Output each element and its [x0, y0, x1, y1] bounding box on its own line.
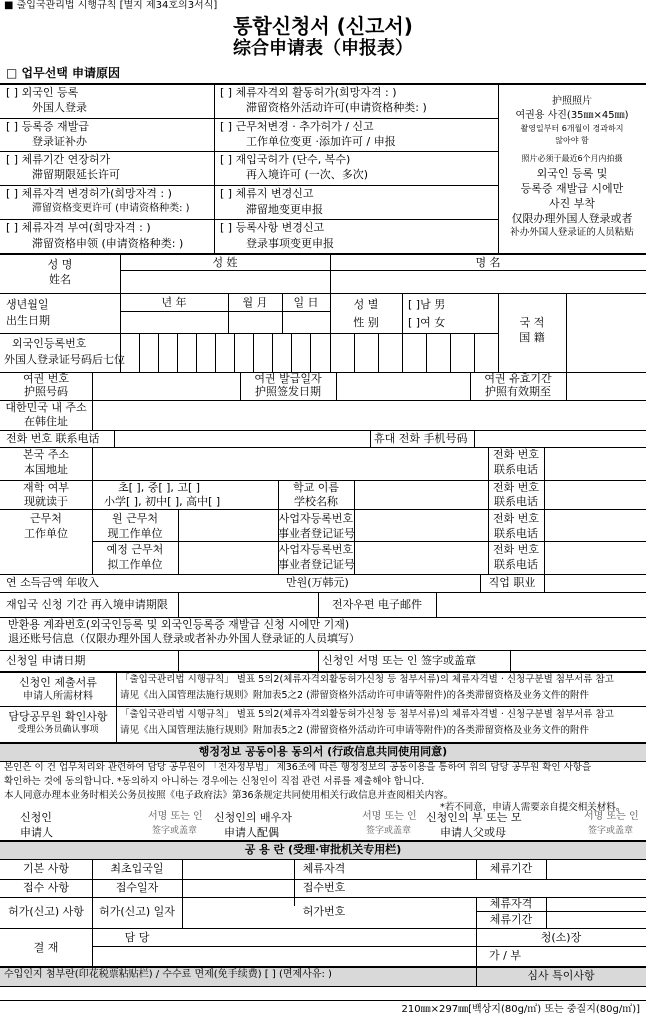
- kr-address-label-zh: 在韩住址: [24, 415, 68, 428]
- official-first-entry: 최초입국일: [110, 862, 164, 875]
- title-korean: 통합신청서 (신고서): [233, 14, 413, 38]
- consent-sign-ko[interactable]: 서명 또는 인: [362, 811, 417, 822]
- income-input[interactable]: [120, 575, 280, 591]
- photo-text: 护照照片: [552, 96, 592, 107]
- paper-size: 210㎜×297㎜[백상지(80g/㎡) 또는 중질지(80g/㎡)]: [401, 1004, 640, 1015]
- select-label-ko: [ ] 근무처변경 · 추가허가 / 신고: [220, 120, 374, 133]
- surname-input[interactable]: [121, 271, 329, 292]
- refund-account-label-ko: 반환용 계좌번호(외국인등록 및 외국인등록증 재발급 신청 시에만 기재): [8, 618, 350, 631]
- new-work-phone-label-ko: 전화 번호: [492, 543, 539, 556]
- consent-parent-zh: 申请人父或母: [440, 826, 506, 839]
- sex-label-ko: 성 별: [353, 298, 379, 311]
- current-work-label-zh: 现工作单位: [107, 527, 163, 540]
- consent-body: 확인하는 것에 동의합니다. *동의하지 아니하는 경우에는 신청인이 직접 관련 서류를 제출해야 합니다.: [4, 776, 425, 787]
- consent-sign-ko[interactable]: 서명 또는 인: [584, 811, 639, 822]
- photo-text: 补办外国人登录证的人员粘贴: [510, 227, 634, 238]
- select-label-ko: [ ] 체류자격 변경허가(희망자격 : ): [6, 187, 172, 200]
- month-label: 월 月: [242, 296, 268, 309]
- given-name-input[interactable]: [331, 271, 645, 292]
- official-officer: 담 당: [124, 931, 150, 944]
- name-label-zh: 姓名: [49, 273, 71, 286]
- photo-text: 외국인 등록 및: [536, 167, 608, 180]
- school-name-label-ko: 학교 이름: [292, 481, 339, 494]
- nationality-input[interactable]: [567, 295, 645, 371]
- photo-text: 촬영일부터 6개월이 경과하지: [520, 124, 624, 133]
- select-label-ko: [ ] 외국인 등록: [6, 86, 79, 99]
- select-label-ko: [ ] 재입국허가 (단수, 복수): [220, 153, 351, 166]
- select-label-ko: [ ] 체류자격외 활동허가(희망자격 : ): [220, 86, 397, 99]
- phone-input[interactable]: [115, 431, 369, 446]
- nationality-label-zh: 国 籍: [519, 331, 545, 344]
- title-chinese: 综合申请表（申报表）: [233, 38, 413, 59]
- home-phone-label-zh: 联系电话: [494, 463, 538, 476]
- new-work-label-zh: 拟工作单位: [107, 558, 163, 571]
- passport-expiry-label-ko: 여권 유효기간: [484, 372, 552, 385]
- male-checkbox[interactable]: [ ]남 男: [408, 298, 446, 311]
- select-label-zh: 外国人登录: [32, 101, 87, 114]
- home-address-label-zh: 本国地址: [24, 463, 68, 476]
- official-receipt: 접수 사항: [22, 881, 69, 894]
- surname-label: 성 姓: [212, 256, 238, 269]
- official-chief: 청(소)장: [540, 931, 582, 944]
- submit-docs-label-zh: 申请人所需材料: [23, 691, 93, 702]
- consent-body-zh: 本人同意办理本业务时相关公务员按照《电子政府法》第36条规定共同使用相关行政信息并查阅相关内容。: [4, 790, 454, 801]
- reentry-period-input[interactable]: [179, 593, 317, 616]
- select-label-ko: [ ] 체류지 변경신고: [220, 187, 314, 200]
- submit-docs-label-ko: 신청인 제출서류: [19, 676, 97, 689]
- passport-issue-input[interactable]: [337, 373, 469, 399]
- consent-sign-zh[interactable]: 签字或盖章: [588, 826, 634, 836]
- official-receipt-date: 접수일자: [115, 881, 159, 894]
- income-label: 연 소득금액 年收入: [6, 576, 100, 589]
- school-label-zh: 现就读于: [24, 495, 68, 508]
- alien-reg-label-zh: 外国人登录证号码后七位: [4, 353, 125, 366]
- photo-text: 등록증 재발급 시에만: [520, 182, 624, 195]
- consent-title: 행정정보 공동이용 동의서 (行政信息共同使用同意): [198, 745, 448, 758]
- apply-date-input[interactable]: [179, 651, 317, 670]
- passport-issue-label-ko: 여권 발급일자: [254, 372, 322, 385]
- submit-docs-text-zh: 请见《出入国管理法施行规则》附加表5之2 (滞留资格外活动许可申请等附件)的各类滞留资格及业务文件的附件: [120, 690, 590, 701]
- kr-address-label-ko: 대한민국 내 주소: [5, 401, 87, 414]
- consent-sign-zh[interactable]: 签字或盖章: [366, 826, 412, 836]
- select-label-zh: 工作单位变更 ·添加许可 / 申报: [246, 135, 396, 148]
- official-receipt-no: 접수번호: [302, 881, 346, 894]
- school-level-options-zh[interactable]: 小学[ ], 初中[ ], 高中[ ]: [104, 495, 221, 508]
- job-input[interactable]: [545, 575, 645, 591]
- official-permit: 허가(신고) 사항: [8, 905, 84, 918]
- consent-note: *若不同意，申请人需要亲自提交相关材料。: [440, 802, 626, 813]
- official-decision: 결 재: [33, 941, 59, 954]
- law-reference: ■ 출입국관리법 시행규칙 [별지 제34호의3서식]: [4, 0, 218, 11]
- official-status-2: 체류자격: [489, 897, 533, 910]
- select-label-zh: 滞留资格申领 (申请资格种类: ): [32, 237, 184, 250]
- name-label-ko: 성 명: [47, 258, 73, 271]
- select-label-ko: [ ] 등록사항 변경신고: [220, 221, 325, 234]
- school-name-label-zh: 学校名称: [294, 495, 338, 508]
- home-address-label-ko: 본국 주소: [22, 448, 69, 461]
- officer-check-text-ko: 「출입국관리법 시행규칙」 별표 5의2(체류자격외활동허가신청 등 첨부서류)의 체류자격별 · 신청구분별 첨부서류 참고: [120, 709, 614, 720]
- workplace-label-ko: 근무처: [30, 512, 62, 525]
- passport-expiry-input[interactable]: [567, 373, 645, 399]
- select-label-zh: 登录证补办: [32, 135, 87, 148]
- refund-account-label-zh: 退还账号信息（仅限办理外国人登录或者补办外国人登录证的人员填写）: [8, 632, 360, 645]
- home-phone-label-ko: 전화 번호: [492, 448, 539, 461]
- consent-spouse-zh: 申请人配偶: [224, 826, 279, 839]
- official-period-2: 체류기간: [489, 913, 533, 926]
- stamp-fee-label: 수입인지 첨부란(印花税票粘贴栏) / 수수료 면제(免手续费) [ ] (면제사유: ): [4, 969, 332, 980]
- mobile-label: 휴대 전화 手机号码: [374, 432, 468, 445]
- new-work-label-ko: 예정 근무처: [106, 543, 164, 556]
- phone-label: 전화 번호 联系电话: [6, 432, 100, 445]
- home-address-input[interactable]: [93, 448, 487, 479]
- special-notes-label: 심사 특이사항: [527, 969, 595, 982]
- official-period: 체류기간: [489, 862, 533, 875]
- mobile-input[interactable]: [475, 431, 645, 446]
- sex-label-zh: 性 别: [353, 316, 379, 329]
- income-unit: 만원(万韩元): [286, 576, 349, 589]
- consent-sign-ko[interactable]: 서명 또는 인: [148, 811, 203, 822]
- section-select-title: □ 업무선택 申请原因: [6, 66, 121, 80]
- school-phone-label-zh: 联系电话: [494, 495, 538, 508]
- photo-text: 照片必须于最近6个月内拍摄: [521, 154, 623, 163]
- official-title: 공 용 란 (受理·审批机关专用栏): [244, 843, 402, 856]
- passport-issue-label-zh: 护照签发日期: [255, 385, 321, 398]
- official-status: 체류자격: [302, 862, 346, 875]
- school-label-ko: 재학 여부: [22, 481, 69, 494]
- photo-text: 사진 부착: [548, 197, 595, 210]
- birth-label-zh: 出生日期: [6, 314, 50, 327]
- school-phone-label-ko: 전화 번호: [492, 481, 539, 494]
- consent-applicant-ko: 신청인: [20, 811, 52, 824]
- signature-input[interactable]: [511, 651, 645, 670]
- school-level-options[interactable]: 초[ ], 중[ ], 고[ ]: [118, 481, 201, 494]
- alien-reg-number-input[interactable]: [121, 335, 497, 371]
- workplace-label-zh: 工作单位: [24, 527, 68, 540]
- passport-number-input[interactable]: [93, 373, 239, 399]
- nationality-label-ko: 국 적: [519, 316, 545, 329]
- passport-no-label-ko: 여권 번호: [22, 372, 69, 385]
- select-label-zh: 再入境许可 (一次、多次): [246, 168, 369, 181]
- current-work-label-ko: 원 근무처: [111, 512, 158, 525]
- official-yesno[interactable]: 가 / 부: [489, 949, 521, 962]
- consent-spouse-ko: 신청인의 배우자: [214, 811, 292, 824]
- photo-text: 않아야 함: [555, 136, 589, 145]
- given-name-label: 명 名: [475, 256, 501, 269]
- school-name-input[interactable]: [355, 481, 487, 508]
- official-permit-no: 허가번호: [302, 905, 346, 918]
- email-label: 전자우편 电子邮件: [332, 598, 422, 611]
- select-label-zh: 滞留地变更申报: [246, 203, 323, 216]
- photo-text: 여권용 사진(35㎜×45㎜): [515, 110, 629, 121]
- official-permit-date: 허가(신고) 일자: [99, 905, 175, 918]
- biz-no-label-ko: 사업자등록번호: [278, 512, 354, 525]
- signature-label: 신청인 서명 또는 인 签字或盖章: [322, 654, 476, 667]
- officer-check-label-zh: 受理公务员确认事项: [17, 725, 99, 735]
- select-label-ko: [ ] 체류자격 부여(희망자격 : ): [6, 221, 151, 234]
- officer-check-text-zh: 请见《出入国管理法施行规则》附加表5之2 (滞留资格外活动许可申请等附件)的各类滞留资格及业务文件的附件: [120, 725, 590, 736]
- biz-no-label-ko: 사업자등록번호: [278, 543, 354, 556]
- reentry-period-label: 재입국 신청 기간 再入境申请期限: [6, 598, 168, 611]
- day-label: 일 日: [293, 296, 319, 309]
- consent-parent-ko: 신청인의 부 또는 모: [426, 811, 522, 824]
- work-phone-label-zh: 联系电话: [494, 527, 538, 540]
- select-label-zh: 滞留资格外活动许可(申请资格种类: ): [246, 101, 427, 114]
- passport-expiry-label-zh: 护照有效期至: [485, 385, 551, 398]
- biz-no-label-zh: 事业者登记证号: [278, 558, 355, 571]
- consent-applicant-zh: 申请人: [20, 826, 53, 839]
- select-label-ko: [ ] 체류기간 연장허가: [6, 153, 111, 166]
- kr-address-input[interactable]: [93, 401, 645, 429]
- passport-no-label-zh: 护照号码: [24, 385, 68, 398]
- birth-label-ko: 생년월일: [6, 298, 49, 311]
- submit-docs-text-ko: 「출입국관리법 시행규칙」 별표 5의2(체류자격외활동허가신청 등 첨부서류)의 체류자격별 · 신청구분별 첨부서류 참고: [120, 674, 614, 685]
- photo-text: 仅限办理外国人登录或者: [511, 212, 633, 225]
- official-basic: 기본 사항: [22, 862, 69, 875]
- year-label: 년 年: [161, 296, 187, 309]
- select-label-zh: 登录事项变更申报: [246, 237, 334, 250]
- new-work-phone-label-zh: 联系电话: [494, 558, 538, 571]
- consent-body: 본인은 이 건 업무처리와 관련하여 담당 공무원이 「전자정부법」 제36조에 따른 행정정보의 공동이용을 통하여 위의 담당 공무원 확인 사항을: [4, 762, 592, 773]
- email-input[interactable]: [437, 593, 645, 616]
- select-label-zh: 滞留资格变更许可 (申请资格种类: ): [32, 203, 190, 214]
- job-label: 직업 职业: [488, 576, 536, 589]
- consent-sign-zh[interactable]: 签字或盖章: [152, 826, 198, 836]
- alien-reg-label-ko: 외국인등록번호: [12, 337, 87, 350]
- select-label-zh: 滞留期限延长许可: [32, 168, 120, 181]
- female-checkbox[interactable]: [ ]여 女: [408, 316, 446, 329]
- apply-date-label: 신청일 申请日期: [6, 654, 86, 667]
- work-phone-label-ko: 전화 번호: [492, 512, 539, 525]
- select-label-ko: [ ] 등록증 재발급: [6, 120, 89, 133]
- officer-check-label-ko: 담당공무원 확인사항: [8, 710, 108, 723]
- biz-no-label-zh: 事业者登记证号: [278, 527, 355, 540]
